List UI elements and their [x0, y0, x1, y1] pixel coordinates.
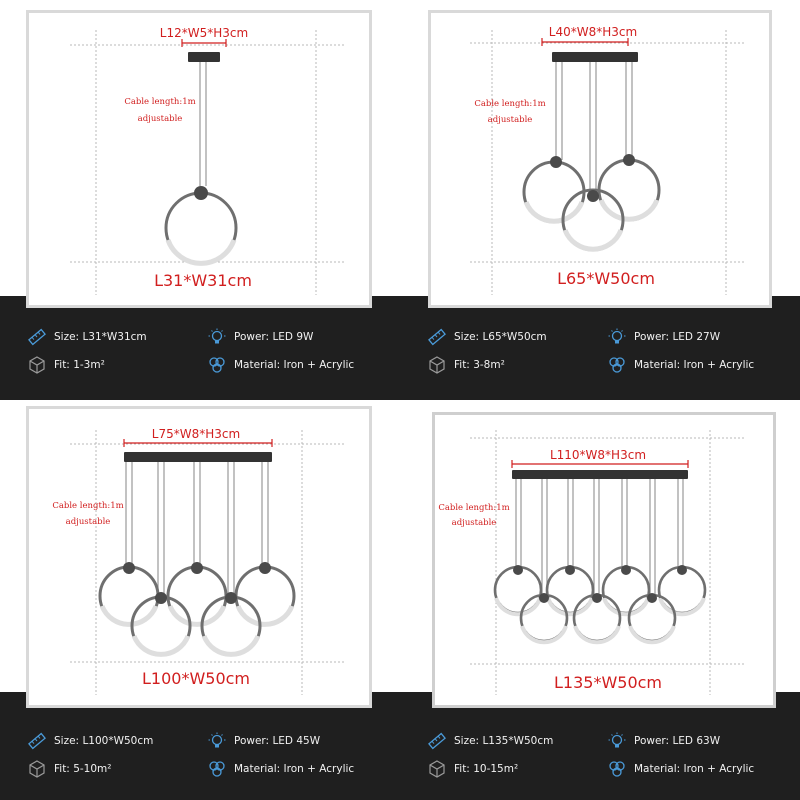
canopy-dimension-label: L110*W8*H3cm: [549, 448, 647, 462]
cable-length-label: Cable length:1m: [438, 503, 510, 513]
light-bulb-icon: [608, 732, 626, 750]
cable-adjustable-label: adjustable: [137, 114, 183, 124]
material-circles-icon: [208, 356, 226, 374]
spec-size-value: L65*W50cm: [482, 331, 547, 343]
spec-fit-label: Fit:: [454, 763, 470, 775]
cube-icon: [28, 356, 46, 374]
cable-adjustable-label: adjustable: [65, 517, 111, 527]
product-panel-4: [400, 400, 800, 800]
spec-power-value: LED 45W: [272, 735, 321, 747]
spec-size: [428, 328, 547, 346]
spec-material: [608, 760, 754, 778]
spec-material: [208, 356, 354, 374]
ruler-icon: [428, 328, 446, 346]
spec-fit-value: 3-8m²: [473, 359, 505, 371]
cable-length-label: Cable length:1m: [124, 97, 196, 107]
ruler-icon: [28, 328, 46, 346]
ruler-icon: [28, 732, 46, 750]
spec-size: [28, 328, 147, 346]
spec-size-label: Size:: [54, 331, 80, 343]
canopy-dimension-label: L75*W8*H3cm: [151, 427, 241, 441]
canopy-dimension-label: L12*W5*H3cm: [159, 26, 249, 40]
spec-material-value: Iron + Acrylic: [683, 359, 755, 371]
spec-size: [428, 732, 553, 750]
product-panel-2: [400, 0, 800, 400]
spec-material-label: Material:: [634, 763, 681, 775]
spec-size-label: Size:: [454, 331, 480, 343]
spec-material-value: Iron + Acrylic: [683, 763, 755, 775]
material-circles-icon: [208, 760, 226, 778]
spec-material-label: Material:: [234, 359, 281, 371]
spec-fit-value: 5-10m²: [73, 763, 112, 775]
spec-size-value: L31*W31cm: [82, 331, 147, 343]
cable-length-label: Cable length:1m: [474, 99, 546, 109]
spec-size-value: L135*W50cm: [482, 735, 554, 747]
spec-material: [608, 356, 754, 374]
cube-icon: [28, 760, 46, 778]
spec-power-value: LED 27W: [672, 331, 721, 343]
spec-size: [28, 732, 153, 750]
overall-dimension-label: L31*W31cm: [154, 271, 252, 290]
spec-material-value: Iron + Acrylic: [283, 359, 355, 371]
product-panel-1: [0, 0, 400, 400]
cable-length-label: Cable length:1m: [52, 501, 124, 511]
cube-icon: [428, 356, 446, 374]
light-bulb-icon: [208, 732, 226, 750]
spec-material: [208, 760, 354, 778]
spec-power-value: LED 9W: [272, 331, 314, 343]
overall-dimension-label: L135*W50cm: [553, 673, 663, 692]
spec-material-label: Material:: [634, 359, 681, 371]
spec-power: [608, 328, 720, 346]
product-panel-3: [0, 400, 400, 800]
spec-fit: [28, 356, 105, 374]
light-bulb-icon: [208, 328, 226, 346]
cable-adjustable-label: adjustable: [451, 518, 497, 528]
spec-power-label: Power:: [234, 331, 270, 343]
canopy-dimension-label: L40*W8*H3cm: [548, 25, 638, 39]
spec-power-label: Power:: [634, 331, 670, 343]
spec-power: [208, 732, 320, 750]
spec-fit-value: 10-15m²: [473, 763, 519, 775]
spec-fit: [428, 760, 518, 778]
spec-power: [208, 328, 313, 346]
spec-fit-label: Fit:: [454, 359, 470, 371]
spec-power-label: Power:: [234, 735, 270, 747]
spec-size-label: Size:: [54, 735, 80, 747]
light-bulb-icon: [608, 328, 626, 346]
spec-material-label: Material:: [234, 763, 281, 775]
spec-fit-label: Fit:: [54, 359, 70, 371]
overall-dimension-label: L65*W50cm: [557, 269, 655, 288]
spec-fit: [428, 356, 505, 374]
spec-size-label: Size:: [454, 735, 480, 747]
spec-power-label: Power:: [634, 735, 670, 747]
material-circles-icon: [608, 356, 626, 374]
cube-icon: [428, 760, 446, 778]
spec-size-value: L100*W50cm: [82, 735, 154, 747]
spec-fit-value: 1-3m²: [73, 359, 105, 371]
ruler-icon: [428, 732, 446, 750]
overall-dimension-label: L100*W50cm: [141, 669, 251, 688]
spec-power: [608, 732, 720, 750]
spec-material-value: Iron + Acrylic: [283, 763, 355, 775]
cable-adjustable-label: adjustable: [487, 115, 533, 125]
spec-fit: [28, 760, 111, 778]
material-circles-icon: [608, 760, 626, 778]
spec-fit-label: Fit:: [54, 763, 70, 775]
spec-power-value: LED 63W: [672, 735, 721, 747]
